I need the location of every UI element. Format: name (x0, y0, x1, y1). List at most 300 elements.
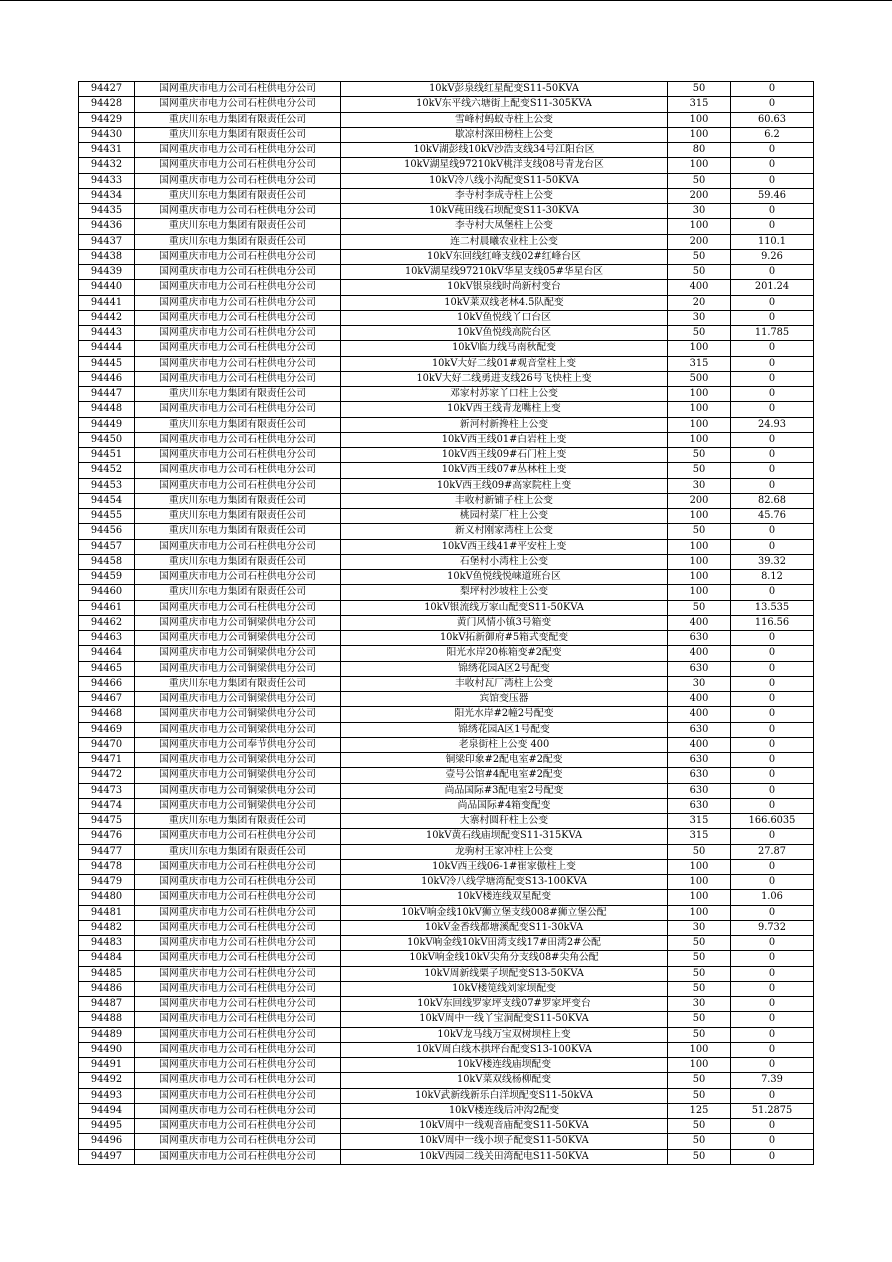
transformer-name-cell: 10kV鱼悦线丫口台区 (341, 310, 668, 325)
row-id-cell: 94450 (79, 432, 135, 447)
table-row (79, 493, 814, 508)
capacity-cell: 630 (668, 661, 731, 676)
capacity-cell: 100 (668, 402, 731, 417)
unit-cell: 重庆川东电力集团有限责任公司 (135, 219, 341, 234)
load-cell: 0 (731, 936, 814, 951)
transformer-name-cell: 10kV西王线41#平安柱上变 (341, 539, 668, 554)
row-id-cell: 94464 (79, 646, 135, 661)
table-row (79, 844, 814, 859)
table-row (79, 981, 814, 996)
load-cell: 24.93 (731, 417, 814, 432)
load-cell: 110.1 (731, 234, 814, 249)
load-cell: 27.87 (731, 844, 814, 859)
load-cell: 116.56 (731, 615, 814, 630)
capacity-cell: 20 (668, 295, 731, 310)
capacity-cell: 50 (668, 981, 731, 996)
table-row (79, 448, 814, 463)
table-row (79, 951, 814, 966)
unit-cell: 国网重庆市电力公司石柱供电分公司 (135, 905, 341, 920)
unit-cell: 国网重庆市电力公司石柱供电分公司 (135, 539, 341, 554)
transformer-name-cell: 10kV楼笕线刘家坝配变 (341, 981, 668, 996)
load-cell: 0 (731, 753, 814, 768)
unit-cell: 国网重庆市电力公司石柱供电分公司 (135, 875, 341, 890)
capacity-cell: 100 (668, 112, 731, 127)
unit-cell: 国网重庆市电力公司石柱供电分公司 (135, 997, 341, 1012)
unit-cell: 国网重庆市电力公司石柱供电分公司 (135, 173, 341, 188)
transformer-name-cell: 石堡村小湾柱上公变 (341, 554, 668, 569)
row-id-cell: 94447 (79, 387, 135, 402)
row-id-cell: 94446 (79, 371, 135, 386)
table-row (79, 127, 814, 142)
capacity-cell: 50 (668, 844, 731, 859)
unit-cell: 国网重庆市电力公司石柱供电分公司 (135, 310, 341, 325)
transformer-name-cell: 10kV冷八线学塘湾配变S13-100KVA (341, 875, 668, 890)
capacity-cell: 50 (668, 463, 731, 478)
unit-cell: 重庆川东电力集团有限责任公司 (135, 554, 341, 569)
transformer-name-cell: 10kV西王线09#石门柱上变 (341, 448, 668, 463)
unit-cell: 国网重庆市电力公司石柱供电分公司 (135, 402, 341, 417)
unit-cell: 国网重庆市电力公司石柱供电分公司 (135, 859, 341, 874)
table-row (79, 707, 814, 722)
row-id-cell: 94473 (79, 783, 135, 798)
table-row (79, 692, 814, 707)
load-cell: 0 (731, 82, 814, 97)
capacity-cell: 100 (668, 417, 731, 432)
transformer-name-cell: 10kV周中一线丫宝洞配变S11-50KVA (341, 1012, 668, 1027)
table-row (79, 295, 814, 310)
transformer-name-cell: 老泉街柱上公变 400 (341, 737, 668, 752)
row-id-cell: 94471 (79, 753, 135, 768)
row-id-cell: 94469 (79, 722, 135, 737)
unit-cell: 国网重庆市电力公司石柱供电分公司 (135, 1088, 341, 1103)
row-id-cell: 94457 (79, 539, 135, 554)
row-id-cell: 94495 (79, 1119, 135, 1134)
capacity-cell: 50 (668, 173, 731, 188)
table-row (79, 798, 814, 813)
unit-cell: 国网重庆市电力公司石柱供电分公司 (135, 371, 341, 386)
transformer-name-cell: 10kV鱼悦线悦崃道班台区 (341, 570, 668, 585)
capacity-cell: 30 (668, 204, 731, 219)
transformer-name-cell: 10kV银泉线时尚新村变台 (341, 280, 668, 295)
transformer-name-cell: 10kV拓新御府#5箱式变配变 (341, 631, 668, 646)
unit-cell: 重庆川东电力集团有限责任公司 (135, 676, 341, 691)
row-id-cell: 94496 (79, 1134, 135, 1149)
unit-cell: 国网重庆市电力公司石柱供电分公司 (135, 1103, 341, 1118)
capacity-cell: 100 (668, 509, 731, 524)
table-row (79, 783, 814, 798)
capacity-cell: 315 (668, 356, 731, 371)
load-cell: 39.32 (731, 554, 814, 569)
row-id-cell: 94459 (79, 570, 135, 585)
table-row (79, 1012, 814, 1027)
load-cell: 201.24 (731, 280, 814, 295)
load-cell: 0 (731, 676, 814, 691)
row-id-cell: 94493 (79, 1088, 135, 1103)
transformer-name-cell: 丰收村新铺子柱上公变 (341, 493, 668, 508)
transformer-name-cell: 10kV莱双线老林4.5队配变 (341, 295, 668, 310)
load-cell: 0 (731, 661, 814, 676)
table-row (79, 539, 814, 554)
transformer-name-cell: 新义村刚家湾柱上公变 (341, 524, 668, 539)
transformer-name-cell: 大寨村圆秆柱上公变 (341, 814, 668, 829)
table-row (79, 509, 814, 524)
capacity-cell: 50 (668, 1027, 731, 1042)
capacity-cell: 100 (668, 432, 731, 447)
capacity-cell: 100 (668, 570, 731, 585)
unit-cell: 国网重庆市电力公司铜梁供电分公司 (135, 615, 341, 630)
load-cell: 0 (731, 768, 814, 783)
table-row (79, 249, 814, 264)
row-id-cell: 94461 (79, 600, 135, 615)
load-cell: 0 (731, 798, 814, 813)
load-cell: 0 (731, 295, 814, 310)
unit-cell: 国网重庆市电力公司石柱供电分公司 (135, 204, 341, 219)
transformer-name-cell: 10kV东回线红峰支线02#红峰台区 (341, 249, 668, 264)
load-cell: 0 (731, 1134, 814, 1149)
load-cell: 0 (731, 143, 814, 158)
row-id-cell: 94484 (79, 951, 135, 966)
transformer-name-cell: 10kV响金线10kV田湾支线17#田湾2#公配 (341, 936, 668, 951)
transformer-name-cell: 10kV响金线10kV狮立堡支线008#狮立堡公配 (341, 905, 668, 920)
capacity-cell: 100 (668, 219, 731, 234)
table-body (79, 82, 814, 1165)
load-cell: 0 (731, 1149, 814, 1164)
capacity-cell: 50 (668, 326, 731, 341)
table-row (79, 859, 814, 874)
load-cell: 0 (731, 1012, 814, 1027)
top-rule (0, 0, 892, 1)
unit-cell: 国网重庆市电力公司石柱供电分公司 (135, 1058, 341, 1073)
load-cell: 82.68 (731, 493, 814, 508)
table-row (79, 265, 814, 280)
capacity-cell: 50 (668, 600, 731, 615)
row-id-cell: 94432 (79, 158, 135, 173)
transformer-name-cell: 阳光水岸#2幢2号配变 (341, 707, 668, 722)
load-cell: 0 (731, 204, 814, 219)
transformer-name-cell: 龙驹村王家冲柱上公变 (341, 844, 668, 859)
transformer-name-cell: 雪峰村蚂蚁寺柱上公变 (341, 112, 668, 127)
row-id-cell: 94486 (79, 981, 135, 996)
table-row (79, 646, 814, 661)
unit-cell: 国网重庆市电力公司石柱供电分公司 (135, 1042, 341, 1057)
load-cell: 45.76 (731, 509, 814, 524)
row-id-cell: 94445 (79, 356, 135, 371)
transformer-name-cell: 尚品国际#3配电室2号配变 (341, 783, 668, 798)
row-id-cell: 94431 (79, 143, 135, 158)
table-row (79, 676, 814, 691)
capacity-cell: 100 (668, 859, 731, 874)
row-id-cell: 94434 (79, 188, 135, 203)
load-cell: 0 (731, 219, 814, 234)
table-row (79, 1027, 814, 1042)
capacity-cell: 630 (668, 798, 731, 813)
unit-cell: 重庆川东电力集团有限责任公司 (135, 188, 341, 203)
transformer-name-cell: 歇凉村深田榜柱上公变 (341, 127, 668, 142)
row-id-cell: 94470 (79, 737, 135, 752)
transformer-name-cell: 10kV西王线01#白岩柱上变 (341, 432, 668, 447)
load-cell: 0 (731, 692, 814, 707)
table-row (79, 585, 814, 600)
capacity-cell: 500 (668, 371, 731, 386)
transformer-name-cell: 10kV西王线07#丛林柱上变 (341, 463, 668, 478)
capacity-cell: 50 (668, 936, 731, 951)
row-id-cell: 94436 (79, 219, 135, 234)
transformer-name-cell: 10kV龙马线万宝双树坝柱上变 (341, 1027, 668, 1042)
unit-cell: 国网重庆市电力公司石柱供电分公司 (135, 600, 341, 615)
load-cell: 0 (731, 371, 814, 386)
load-cell: 166.6035 (731, 814, 814, 829)
unit-cell: 重庆川东电力集团有限责任公司 (135, 127, 341, 142)
table-row (79, 112, 814, 127)
row-id-cell: 94466 (79, 676, 135, 691)
load-cell: 0 (731, 265, 814, 280)
transformer-name-cell: 李寺村李成寺柱上公变 (341, 188, 668, 203)
load-cell: 0 (731, 158, 814, 173)
transformer-name-cell: 10kV湖星线97210kV桃洋支线08号青龙台区 (341, 158, 668, 173)
row-id-cell: 94456 (79, 524, 135, 539)
table-row (79, 82, 814, 97)
table-row (79, 737, 814, 752)
load-cell: 0 (731, 951, 814, 966)
transformer-name-cell: 梨坪村沙坡柱上公变 (341, 585, 668, 600)
load-cell: 0 (731, 646, 814, 661)
load-cell: 0 (731, 829, 814, 844)
load-cell: 0 (731, 631, 814, 646)
table-row (79, 219, 814, 234)
transformer-name-cell: 10kV东平线六塘街上配变S11-305KVA (341, 97, 668, 112)
table-row (79, 920, 814, 935)
row-id-cell: 94482 (79, 920, 135, 935)
row-id-cell: 94453 (79, 478, 135, 493)
capacity-cell: 50 (668, 1134, 731, 1149)
transformer-name-cell: 李寺村大凤堡柱上公变 (341, 219, 668, 234)
capacity-cell: 50 (668, 265, 731, 280)
table-row (79, 753, 814, 768)
table-row (79, 432, 814, 447)
row-id-cell: 94443 (79, 326, 135, 341)
row-id-cell: 94462 (79, 615, 135, 630)
unit-cell: 国网重庆市电力公司石柱供电分公司 (135, 1073, 341, 1088)
row-id-cell: 94483 (79, 936, 135, 951)
row-id-cell: 94449 (79, 417, 135, 432)
load-cell: 0 (731, 859, 814, 874)
row-id-cell: 94490 (79, 1042, 135, 1057)
unit-cell: 国网重庆市电力公司铜梁供电分公司 (135, 631, 341, 646)
table-row (79, 890, 814, 905)
unit-cell: 国网重庆市电力公司石柱供电分公司 (135, 981, 341, 996)
table-row (79, 1088, 814, 1103)
transformer-name-cell: 10kV响金线10kV尖角分支线08#尖角公配 (341, 951, 668, 966)
load-cell: 0 (731, 905, 814, 920)
capacity-cell: 100 (668, 387, 731, 402)
capacity-cell: 50 (668, 1012, 731, 1027)
transformer-name-cell: 10kV临力线马南秋配变 (341, 341, 668, 356)
transformer-name-cell: 黄门风情小镇3号箱变 (341, 615, 668, 630)
unit-cell: 国网重庆市电力公司石柱供电分公司 (135, 920, 341, 935)
load-cell: 0 (731, 585, 814, 600)
unit-cell: 国网重庆市电力公司石柱供电分公司 (135, 1027, 341, 1042)
capacity-cell: 50 (668, 1149, 731, 1164)
capacity-cell: 100 (668, 585, 731, 600)
transformer-name-cell: 10kV冷八线小沟配变S11-50KVA (341, 173, 668, 188)
table-row (79, 615, 814, 630)
load-cell: 9.26 (731, 249, 814, 264)
load-cell: 0 (731, 310, 814, 325)
table-row (79, 631, 814, 646)
load-cell: 60.63 (731, 112, 814, 127)
unit-cell: 国网重庆市电力公司石柱供电分公司 (135, 82, 341, 97)
row-id-cell: 94465 (79, 661, 135, 676)
capacity-cell: 30 (668, 478, 731, 493)
transformer-name-cell: 壹号公馆#4配电室#2配变 (341, 768, 668, 783)
capacity-cell: 630 (668, 753, 731, 768)
capacity-cell: 630 (668, 722, 731, 737)
unit-cell: 国网重庆市电力公司石柱供电分公司 (135, 890, 341, 905)
load-cell: 7.39 (731, 1073, 814, 1088)
unit-cell: 国网重庆市电力公司石柱供电分公司 (135, 448, 341, 463)
load-cell: 13.535 (731, 600, 814, 615)
unit-cell: 国网重庆市电力公司铜梁供电分公司 (135, 783, 341, 798)
table-row (79, 280, 814, 295)
table-row (79, 1058, 814, 1073)
capacity-cell: 50 (668, 249, 731, 264)
load-cell: 0 (731, 1027, 814, 1042)
transformer-name-cell: 阳光水岸20栋箱变#2配变 (341, 646, 668, 661)
row-id-cell: 94442 (79, 310, 135, 325)
load-cell: 0 (731, 722, 814, 737)
unit-cell: 国网重庆市电力公司石柱供电分公司 (135, 463, 341, 478)
unit-cell: 国网重庆市电力公司石柱供电分公司 (135, 158, 341, 173)
transformer-name-cell: 10kV银流线万家山配变S11-50KVA (341, 600, 668, 615)
transformer-name-cell: 10kV周白线木拱坪台配变S13-100KVA (341, 1042, 668, 1057)
transformer-name-cell: 10kV周中一线小坝子配变S11-50KVA (341, 1134, 668, 1149)
table-row (79, 234, 814, 249)
load-cell: 8.12 (731, 570, 814, 585)
capacity-cell: 100 (668, 158, 731, 173)
row-id-cell: 94444 (79, 341, 135, 356)
load-cell: 6.2 (731, 127, 814, 142)
load-cell: 59.46 (731, 188, 814, 203)
transformer-name-cell: 10kV周中一线观音庙配变S11-50KVA (341, 1119, 668, 1134)
transformer-name-cell: 10kV楼连线后冲沟2配变 (341, 1103, 668, 1118)
row-id-cell: 94455 (79, 509, 135, 524)
table-row (79, 600, 814, 615)
capacity-cell: 30 (668, 997, 731, 1012)
unit-cell: 国网重庆市电力公司铜梁供电分公司 (135, 646, 341, 661)
unit-cell: 国网重庆市电力公司石柱供电分公司 (135, 478, 341, 493)
table-row (79, 570, 814, 585)
row-id-cell: 94491 (79, 1058, 135, 1073)
unit-cell: 国网重庆市电力公司石柱供电分公司 (135, 432, 341, 447)
row-id-cell: 94433 (79, 173, 135, 188)
table-row (79, 387, 814, 402)
row-id-cell: 94474 (79, 798, 135, 813)
unit-cell: 国网重庆市电力公司石柱供电分公司 (135, 1119, 341, 1134)
row-id-cell: 94477 (79, 844, 135, 859)
capacity-cell: 100 (668, 875, 731, 890)
load-cell: 0 (731, 402, 814, 417)
load-cell: 0 (731, 463, 814, 478)
transformer-name-cell: 桃园村菜厂柱上公变 (341, 509, 668, 524)
capacity-cell: 200 (668, 493, 731, 508)
capacity-cell: 100 (668, 341, 731, 356)
table-row (79, 356, 814, 371)
unit-cell: 国网重庆市电力公司铜梁供电分公司 (135, 722, 341, 737)
capacity-cell: 30 (668, 676, 731, 691)
row-id-cell: 94479 (79, 875, 135, 890)
load-cell: 11.785 (731, 326, 814, 341)
load-cell: 0 (731, 356, 814, 371)
unit-cell: 国网重庆市电力公司石柱供电分公司 (135, 326, 341, 341)
row-id-cell: 94497 (79, 1149, 135, 1164)
transformer-name-cell: 10kV湖彭线10kV沙浩支线34号江阳台区 (341, 143, 668, 158)
table-row (79, 997, 814, 1012)
transformer-name-cell: 10kV西王线青龙嘴柱上变 (341, 402, 668, 417)
capacity-cell: 315 (668, 814, 731, 829)
capacity-cell: 400 (668, 280, 731, 295)
load-cell: 0 (731, 341, 814, 356)
capacity-cell: 50 (668, 82, 731, 97)
table-row (79, 326, 814, 341)
capacity-cell: 50 (668, 524, 731, 539)
table-row (79, 158, 814, 173)
unit-cell: 重庆川东电力集团有限责任公司 (135, 509, 341, 524)
unit-cell: 重庆川东电力集团有限责任公司 (135, 234, 341, 249)
unit-cell: 国网重庆市电力公司铜梁供电分公司 (135, 707, 341, 722)
table-row (79, 417, 814, 432)
table-row (79, 1149, 814, 1164)
capacity-cell: 315 (668, 97, 731, 112)
table-row (79, 310, 814, 325)
table-row (79, 1042, 814, 1057)
unit-cell: 重庆川东电力集团有限责任公司 (135, 844, 341, 859)
unit-cell: 国网重庆市电力公司石柱供电分公司 (135, 570, 341, 585)
load-cell: 9.732 (731, 920, 814, 935)
capacity-cell: 50 (668, 448, 731, 463)
capacity-cell: 200 (668, 188, 731, 203)
transformer-name-cell: 10kV西园二线关田湾配电S11-50KVA (341, 1149, 668, 1164)
capacity-cell: 400 (668, 615, 731, 630)
transformer-name-cell: 宾馆变压器 (341, 692, 668, 707)
row-id-cell: 94451 (79, 448, 135, 463)
unit-cell: 国网重庆市电力公司铜梁供电分公司 (135, 753, 341, 768)
unit-cell: 国网重庆市电力公司石柱供电分公司 (135, 295, 341, 310)
row-id-cell: 94489 (79, 1027, 135, 1042)
row-id-cell: 94448 (79, 402, 135, 417)
unit-cell: 国网重庆市电力公司铜梁供电分公司 (135, 798, 341, 813)
capacity-cell: 30 (668, 920, 731, 935)
table-row (79, 1119, 814, 1134)
transformer-name-cell: 铜梁印象#2配电室#2配变 (341, 753, 668, 768)
row-id-cell: 94478 (79, 859, 135, 874)
table-row (79, 905, 814, 920)
load-cell: 51.2875 (731, 1103, 814, 1118)
transformer-name-cell: 新河村新搀柱上公变 (341, 417, 668, 432)
capacity-cell: 315 (668, 829, 731, 844)
row-id-cell: 94467 (79, 692, 135, 707)
row-id-cell: 94458 (79, 554, 135, 569)
table-row (79, 524, 814, 539)
transformer-name-cell: 连二村晨曦农业柱上公变 (341, 234, 668, 249)
transformer-name-cell: 10kV东回线罗家坪支线07#罗家坪变台 (341, 997, 668, 1012)
load-cell: 0 (731, 1119, 814, 1134)
load-cell: 0 (731, 707, 814, 722)
capacity-cell: 100 (668, 127, 731, 142)
load-cell: 0 (731, 97, 814, 112)
unit-cell: 国网重庆市电力公司石柱供电分公司 (135, 966, 341, 981)
row-id-cell: 94494 (79, 1103, 135, 1118)
unit-cell: 国网重庆市电力公司奉节供电分公司 (135, 737, 341, 752)
